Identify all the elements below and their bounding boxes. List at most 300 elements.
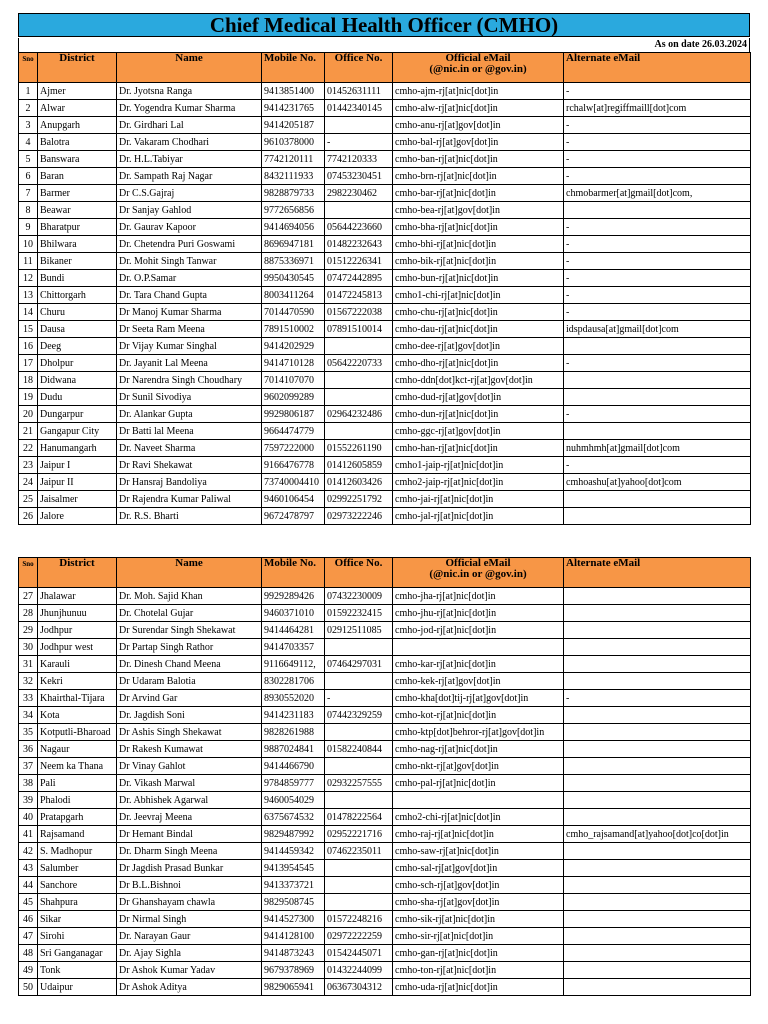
table-row — [19, 826, 751, 843]
cell-mobile: 9414231765 — [262, 100, 325, 117]
table-body-part-2 — [19, 588, 751, 996]
cell-district: Chittorgarh — [38, 287, 117, 304]
table-row — [19, 775, 751, 792]
cell-office: 01512226341 — [325, 253, 393, 270]
cell-mobile: 9929806187 — [262, 406, 325, 423]
cell-mobile: 8930552020 — [262, 690, 325, 707]
cell-alternate-email: idspdausa[at]gmail[dot]com — [564, 321, 751, 338]
page-title: Chief Medical Health Officer (CMHO) — [18, 13, 750, 37]
cell-office: 07453230451 — [325, 168, 393, 185]
cell-mobile: 9414466790 — [262, 758, 325, 775]
cell-alternate-email — [564, 809, 751, 826]
cell-office: 02972222259 — [325, 928, 393, 945]
cell-official-email: cmho-ajm-rj[at]nic[dot]in — [393, 83, 564, 100]
table-row — [19, 491, 751, 508]
cell-official-email: cmho-dho-rj[at]nic[dot]in — [393, 355, 564, 372]
cell-district: Karauli — [38, 656, 117, 673]
cell-office: 01452631111 — [325, 83, 393, 100]
cell-official-email: cmho-jhu-rj[at]nic[dot]in — [393, 605, 564, 622]
cell-alternate-email: - — [564, 457, 751, 474]
cell-sno: 37 — [19, 758, 38, 775]
cell-mobile: 9828261988 — [262, 724, 325, 741]
cmho-table-part-1 — [18, 52, 751, 525]
cell-official-email: cmho-ddn[dot]kct-rj[at]gov[dot]in — [393, 372, 564, 389]
cell-official-email: cmho-nkt-rj[at]gov[dot]in — [393, 758, 564, 775]
cell-office: 07442329259 — [325, 707, 393, 724]
cell-office — [325, 792, 393, 809]
cell-office: 2982230462 — [325, 185, 393, 202]
cell-name: Dr. Vakaram Chodhari — [117, 134, 262, 151]
cell-district: Jaipur I — [38, 457, 117, 474]
cell-district: Dungarpur — [38, 406, 117, 423]
cell-office: 02952221716 — [325, 826, 393, 843]
header-district: District — [38, 53, 117, 83]
cell-district: Udaipur — [38, 979, 117, 996]
table-row — [19, 860, 751, 877]
cell-office — [325, 372, 393, 389]
header-alternate-email: Alternate eMail — [564, 53, 751, 83]
cell-alternate-email — [564, 707, 751, 724]
table-row — [19, 588, 751, 605]
cell-alternate-email: - — [564, 690, 751, 707]
header-alternate-email: Alternate eMail — [564, 558, 751, 588]
cell-name: Dr. Narayan Gaur — [117, 928, 262, 945]
cell-district: Tonk — [38, 962, 117, 979]
cell-mobile: 8003411264 — [262, 287, 325, 304]
cell-sno: 7 — [19, 185, 38, 202]
cell-alternate-email — [564, 928, 751, 945]
cell-district: Sirohi — [38, 928, 117, 945]
cell-name: Dr. Tara Chand Gupta — [117, 287, 262, 304]
cell-office: 07432230009 — [325, 588, 393, 605]
cell-alternate-email — [564, 639, 751, 656]
table-row — [19, 673, 751, 690]
cell-mobile: 9887024841 — [262, 741, 325, 758]
cell-district: Alwar — [38, 100, 117, 117]
cell-office: 02964232486 — [325, 406, 393, 423]
cell-district: Bundi — [38, 270, 117, 287]
cell-mobile: 9460371010 — [262, 605, 325, 622]
cell-official-email: cmho-kha[dot]tij-rj[at]gov[dot]in — [393, 690, 564, 707]
cell-sno: 39 — [19, 792, 38, 809]
cell-sno: 35 — [19, 724, 38, 741]
header-sno: Sno — [19, 53, 38, 83]
cell-name: Dr Surendar Singh Shekawat — [117, 622, 262, 639]
cell-name: Dr. Dinesh Chand Meena — [117, 656, 262, 673]
cell-official-email: cmho-kek-rj[at]gov[dot]in — [393, 673, 564, 690]
cell-name: Dr Narendra Singh Choudhary — [117, 372, 262, 389]
cell-mobile: 9116649112, — [262, 656, 325, 673]
cell-district: Kota — [38, 707, 117, 724]
cell-name: Dr Nirmal Singh — [117, 911, 262, 928]
cell-sno: 41 — [19, 826, 38, 843]
cell-office — [325, 673, 393, 690]
cell-mobile: 7014107070 — [262, 372, 325, 389]
cell-mobile: 9413373721 — [262, 877, 325, 894]
cell-district: Pali — [38, 775, 117, 792]
cell-sno: 23 — [19, 457, 38, 474]
cell-alternate-email — [564, 843, 751, 860]
cell-office — [325, 860, 393, 877]
table-row — [19, 83, 751, 100]
cell-alternate-email: - — [564, 168, 751, 185]
cell-mobile: 9414527300 — [262, 911, 325, 928]
cell-office: 05642220733 — [325, 355, 393, 372]
cell-mobile: 9772656856 — [262, 202, 325, 219]
cell-name: Dr Seeta Ram Meena — [117, 321, 262, 338]
cell-sno: 18 — [19, 372, 38, 389]
cell-district: Phalodi — [38, 792, 117, 809]
cell-official-email: cmho2-jaip-rj[at]nic[dot]in — [393, 474, 564, 491]
cell-alternate-email — [564, 605, 751, 622]
cell-district: Jodhpur — [38, 622, 117, 639]
cell-office: 02912511085 — [325, 622, 393, 639]
header-official-email — [393, 558, 564, 588]
cell-office — [325, 389, 393, 406]
cell-sno: 4 — [19, 134, 38, 151]
cell-name: Dr. Ajay Sighla — [117, 945, 262, 962]
cell-district: Khairthal-Tijara — [38, 690, 117, 707]
cell-district: Shahpura — [38, 894, 117, 911]
cell-office: 01552261190 — [325, 440, 393, 457]
table-row — [19, 622, 751, 639]
table-row — [19, 792, 751, 809]
table-row — [19, 690, 751, 707]
cell-sno: 38 — [19, 775, 38, 792]
cell-sno: 29 — [19, 622, 38, 639]
cell-alternate-email: - — [564, 134, 751, 151]
cell-name: Dr Jagdish Prasad Bunkar — [117, 860, 262, 877]
cell-office: 01567222038 — [325, 304, 393, 321]
cell-office: 07462235011 — [325, 843, 393, 860]
cell-name: Dr. Vikash Marwal — [117, 775, 262, 792]
table-body-part-1 — [19, 83, 751, 525]
cell-sno: 10 — [19, 236, 38, 253]
table-row — [19, 185, 751, 202]
cell-mobile: 9679378969 — [262, 962, 325, 979]
cell-name: Dr Ashok Kumar Yadav — [117, 962, 262, 979]
cell-office: - — [325, 134, 393, 151]
cell-sno: 47 — [19, 928, 38, 945]
cell-official-email: cmho-jal-rj[at]nic[dot]in — [393, 508, 564, 525]
header-name: Name — [117, 53, 262, 83]
cell-sno: 11 — [19, 253, 38, 270]
cell-official-email: cmho-gan-rj[at]nic[dot]in — [393, 945, 564, 962]
cell-district: Churu — [38, 304, 117, 321]
cell-mobile: 8875336971 — [262, 253, 325, 270]
cell-sno: 34 — [19, 707, 38, 724]
cell-sno: 8 — [19, 202, 38, 219]
cell-mobile: 9460054029 — [262, 792, 325, 809]
cell-mobile: 9950430545 — [262, 270, 325, 287]
cell-name: Dr Ashis Singh Shekawat — [117, 724, 262, 741]
cell-alternate-email: nuhmhmh[at]gmail[dot]com — [564, 440, 751, 457]
cell-sno: 49 — [19, 962, 38, 979]
cell-office: 02932257555 — [325, 775, 393, 792]
cell-official-email: cmho-saw-rj[at]nic[dot]in — [393, 843, 564, 860]
cell-district: Deeg — [38, 338, 117, 355]
cell-office: 01412603426 — [325, 474, 393, 491]
header-official-email — [393, 53, 564, 83]
cell-name: Dr. Chotelal Gujar — [117, 605, 262, 622]
cell-alternate-email: - — [564, 304, 751, 321]
cell-district: Sri Ganganagar — [38, 945, 117, 962]
table-row — [19, 321, 751, 338]
cell-district: Didwana — [38, 372, 117, 389]
cell-official-email: cmho-ton-rj[at]nic[dot]in — [393, 962, 564, 979]
cell-sno: 43 — [19, 860, 38, 877]
cell-mobile: 9166476778 — [262, 457, 325, 474]
table-row — [19, 877, 751, 894]
cell-mobile: 6375674532 — [262, 809, 325, 826]
cell-mobile: 9929289426 — [262, 588, 325, 605]
cell-mobile: 9414459342 — [262, 843, 325, 860]
cell-district: Pratapgarh — [38, 809, 117, 826]
cell-mobile: 7742120111 — [262, 151, 325, 168]
cell-name: Dr. Jayanit Lal Meena — [117, 355, 262, 372]
cell-mobile: 9414873243 — [262, 945, 325, 962]
cell-district: Jaisalmer — [38, 491, 117, 508]
table-row — [19, 979, 751, 996]
cell-sno: 26 — [19, 508, 38, 525]
table-row — [19, 270, 751, 287]
cell-district: Kekri — [38, 673, 117, 690]
cell-mobile: 9413954545 — [262, 860, 325, 877]
cell-sno: 46 — [19, 911, 38, 928]
cell-official-email: cmho1-chi-rj[at]nic[dot]in — [393, 287, 564, 304]
cell-official-email: cmho-ggc-rj[at]gov[dot]in — [393, 423, 564, 440]
cell-alternate-email — [564, 588, 751, 605]
cell-office: 01472245813 — [325, 287, 393, 304]
table-row — [19, 236, 751, 253]
cell-sno: 16 — [19, 338, 38, 355]
cell-sno: 40 — [19, 809, 38, 826]
cell-mobile: 7891510002 — [262, 321, 325, 338]
cell-official-email: cmho-bha-rj[at]nic[dot]in — [393, 219, 564, 236]
cell-office: - — [325, 690, 393, 707]
cell-name: Dr Batti lal Meena — [117, 423, 262, 440]
cell-name: Dr. H.L.Tabiyar — [117, 151, 262, 168]
cell-district: Bikaner — [38, 253, 117, 270]
cell-district: Nagaur — [38, 741, 117, 758]
table-row — [19, 945, 751, 962]
cell-sno: 6 — [19, 168, 38, 185]
table-row — [19, 457, 751, 474]
cell-district: Bharatpur — [38, 219, 117, 236]
table-row — [19, 440, 751, 457]
cell-name: Dr. Yogendra Kumar Sharma — [117, 100, 262, 117]
cell-official-email: cmho-jod-rj[at]nic[dot]in — [393, 622, 564, 639]
cell-district: Jodhpur west — [38, 639, 117, 656]
table-row — [19, 100, 751, 117]
cell-mobile: 9414202929 — [262, 338, 325, 355]
cell-name: Dr. R.S. Bharti — [117, 508, 262, 525]
cell-mobile: 9664474779 — [262, 423, 325, 440]
cell-official-email: cmho-sch-rj[at]gov[dot]in — [393, 877, 564, 894]
cell-sno: 19 — [19, 389, 38, 406]
cell-sno: 48 — [19, 945, 38, 962]
cell-alternate-email — [564, 860, 751, 877]
table-row — [19, 656, 751, 673]
cell-alternate-email: - — [564, 270, 751, 287]
cell-district: Anupgarh — [38, 117, 117, 134]
table-row — [19, 253, 751, 270]
header-office: Office No. — [325, 53, 393, 83]
cell-name: Dr Rakesh Kumawat — [117, 741, 262, 758]
header-office: Office No. — [325, 558, 393, 588]
cell-district: Gangapur City — [38, 423, 117, 440]
cell-district: Dholpur — [38, 355, 117, 372]
cell-mobile: 9414710128 — [262, 355, 325, 372]
cell-sno: 27 — [19, 588, 38, 605]
cell-alternate-email — [564, 979, 751, 996]
cell-official-email: cmho-bar-rj[at]nic[dot]in — [393, 185, 564, 202]
cell-mobile: 9414128100 — [262, 928, 325, 945]
cell-office — [325, 338, 393, 355]
cell-sno: 25 — [19, 491, 38, 508]
cell-sno: 14 — [19, 304, 38, 321]
table-row — [19, 928, 751, 945]
cell-alternate-email — [564, 945, 751, 962]
cell-office — [325, 724, 393, 741]
table-row — [19, 962, 751, 979]
cell-name: Dr. Jagdish Soni — [117, 707, 262, 724]
cell-office: 01592232415 — [325, 605, 393, 622]
cell-sno: 2 — [19, 100, 38, 117]
cell-mobile: 9414205187 — [262, 117, 325, 134]
cell-alternate-email — [564, 962, 751, 979]
table-row — [19, 758, 751, 775]
cell-official-email: cmho-sha-rj[at]gov[dot]in — [393, 894, 564, 911]
cell-name: Dr. Sampath Raj Nagar — [117, 168, 262, 185]
cell-official-email: cmho-ban-rj[at]nic[dot]in — [393, 151, 564, 168]
table-row — [19, 911, 751, 928]
cell-mobile: 9784859777 — [262, 775, 325, 792]
cell-name: Dr Vinay Gahlot — [117, 758, 262, 775]
cell-official-email: cmho-jai-rj[at]nic[dot]in — [393, 491, 564, 508]
cell-district: Jhalawar — [38, 588, 117, 605]
cell-alternate-email — [564, 724, 751, 741]
cell-sno: 42 — [19, 843, 38, 860]
cell-official-email: cmho-dud-rj[at]gov[dot]in — [393, 389, 564, 406]
cell-official-email: cmho-dau-rj[at]nic[dot]in — [393, 321, 564, 338]
cell-alternate-email: - — [564, 236, 751, 253]
cell-official-email: cmho-kar-rj[at]nic[dot]in — [393, 656, 564, 673]
cell-sno: 22 — [19, 440, 38, 457]
cell-sno: 15 — [19, 321, 38, 338]
cell-mobile: 8302281706 — [262, 673, 325, 690]
table-row — [19, 605, 751, 622]
cell-district: Sikar — [38, 911, 117, 928]
cell-name: Dr. Dharm Singh Meena — [117, 843, 262, 860]
table-row — [19, 843, 751, 860]
cell-mobile: 9414464281 — [262, 622, 325, 639]
table-row — [19, 423, 751, 440]
cell-office: 01542445071 — [325, 945, 393, 962]
cell-name: Dr Sanjay Gahlod — [117, 202, 262, 219]
table-row — [19, 508, 751, 525]
cell-official-email: cmho-kot-rj[at]nic[dot]in — [393, 707, 564, 724]
cell-official-email: cmho-bal-rj[at]gov[dot]in — [393, 134, 564, 151]
cell-official-email: cmho-sir-rj[at]nic[dot]in — [393, 928, 564, 945]
cell-sno: 32 — [19, 673, 38, 690]
cell-name: Dr Udaram Balotia — [117, 673, 262, 690]
table-row — [19, 134, 751, 151]
cell-name: Dr Rajendra Kumar Paliwal — [117, 491, 262, 508]
table-row — [19, 707, 751, 724]
cell-alternate-email — [564, 372, 751, 389]
cell-alternate-email — [564, 622, 751, 639]
cell-office — [325, 639, 393, 656]
cell-mobile: 9414231183 — [262, 707, 325, 724]
cell-name: Dr Sunil Sivodiya — [117, 389, 262, 406]
cell-name: Dr Ghanshayam chawla — [117, 894, 262, 911]
cell-official-email: cmho-ktp[dot]behror-rj[at]gov[dot]in — [393, 724, 564, 741]
cell-alternate-email: - — [564, 253, 751, 270]
cell-name: Dr Arvind Gar — [117, 690, 262, 707]
header-email-line1: Official eMail — [445, 52, 511, 64]
cell-office: 01478222564 — [325, 809, 393, 826]
cell-district: Jaipur II — [38, 474, 117, 491]
cell-name: Dr. Moh. Sajid Khan — [117, 588, 262, 605]
cell-sno: 17 — [19, 355, 38, 372]
cell-sno: 20 — [19, 406, 38, 423]
table-row — [19, 724, 751, 741]
cmho-table-part-2 — [18, 557, 751, 996]
cell-alternate-email: chmobarmer[at]gmail[dot]com, — [564, 185, 751, 202]
cell-official-email: cmho-sik-rj[at]nic[dot]in — [393, 911, 564, 928]
table-row — [19, 809, 751, 826]
cell-mobile: 9602099289 — [262, 389, 325, 406]
cell-mobile: 9672478797 — [262, 508, 325, 525]
cell-name: Dr C.S.Gajraj — [117, 185, 262, 202]
cell-office — [325, 877, 393, 894]
cell-official-email: cmho-nag-rj[at]nic[dot]in — [393, 741, 564, 758]
table-row — [19, 372, 751, 389]
cell-office — [325, 758, 393, 775]
cell-district: S. Madhopur — [38, 843, 117, 860]
cell-alternate-email — [564, 491, 751, 508]
cell-district: Sanchore — [38, 877, 117, 894]
cell-alternate-email: - — [564, 406, 751, 423]
cell-sno: 30 — [19, 639, 38, 656]
cell-official-email: cmho-sal-rj[at]gov[dot]in — [393, 860, 564, 877]
cell-sno: 36 — [19, 741, 38, 758]
cell-mobile: 9829065941 — [262, 979, 325, 996]
cell-alternate-email — [564, 741, 751, 758]
cell-district: Beawar — [38, 202, 117, 219]
cell-sno: 31 — [19, 656, 38, 673]
table-row — [19, 894, 751, 911]
table-row — [19, 202, 751, 219]
cell-name: Dr Ravi Shekawat — [117, 457, 262, 474]
cell-official-email: cmho-bun-rj[at]nic[dot]in — [393, 270, 564, 287]
cell-sno: 44 — [19, 877, 38, 894]
cell-district: Baran — [38, 168, 117, 185]
cell-alternate-email — [564, 423, 751, 440]
cell-sno: 13 — [19, 287, 38, 304]
table-row — [19, 389, 751, 406]
cell-mobile: 9829508745 — [262, 894, 325, 911]
as-on-date: As on date 26.03.2024 — [18, 38, 750, 52]
cell-name: Dr. Mohit Singh Tanwar — [117, 253, 262, 270]
cell-alternate-email — [564, 389, 751, 406]
cell-official-email: cmho2-chi-rj[at]nic[dot]in — [393, 809, 564, 826]
cell-office: 7742120333 — [325, 151, 393, 168]
table-row — [19, 355, 751, 372]
cell-district: Dausa — [38, 321, 117, 338]
cell-sno: 12 — [19, 270, 38, 287]
